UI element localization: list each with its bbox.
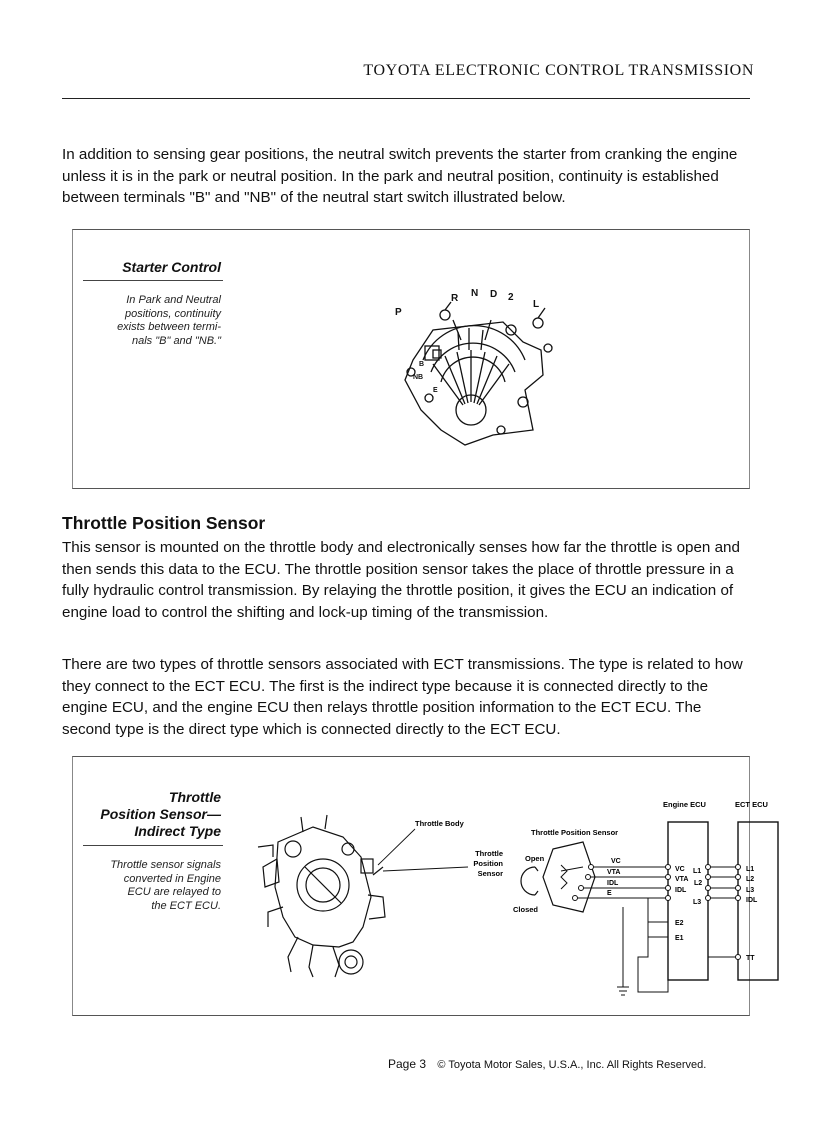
page-header-title: TOYOTA ELECTRONIC CONTROL TRANSMISSION bbox=[363, 62, 754, 79]
ect-term-l3: L3 bbox=[746, 887, 755, 894]
page-number: Page 3 bbox=[388, 1057, 427, 1071]
engine-ecu-box bbox=[668, 822, 708, 980]
engine-term-vta: VTA bbox=[675, 876, 689, 883]
sensor-term-vta: VTA bbox=[607, 869, 621, 876]
label-tps-line3: Sensor bbox=[477, 869, 503, 878]
ect-ecu-box bbox=[738, 822, 778, 980]
gear-label-p: P bbox=[395, 307, 402, 318]
header-rule bbox=[62, 98, 750, 99]
figure-caption: In Park and Neutral positions, continuity exists between termi- nals "B" and "NB." bbox=[117, 294, 221, 347]
gear-label-l: L bbox=[533, 299, 540, 310]
section-paragraph-1: This sensor is mounted on the throttle body and electronically senses how far the throttle is open and then sends this data to the ECU. The throttle position sensor takes the place of throttle pressure in a fully hydraulic control transmission. By relaying the throttle position, it gives the ECU an indication of engine load to control the shifting and lock-up timing of the transmission. bbox=[62, 539, 740, 621]
gear-label-n: N bbox=[471, 288, 479, 299]
engine-term-e2: E2 bbox=[675, 920, 684, 927]
engine-term-vc: VC bbox=[675, 866, 685, 873]
sensor-term-vc: VC bbox=[611, 858, 621, 865]
ect-term-tt: TT bbox=[746, 955, 755, 962]
figure-title: Throttle Position Sensor— Indirect Type bbox=[100, 789, 221, 839]
throttle-body-illustration bbox=[258, 815, 385, 977]
gear-label-r: R bbox=[451, 293, 459, 304]
label-ect-ecu: ECT ECU bbox=[735, 800, 768, 809]
throttle-sensor-indirect-figure bbox=[72, 756, 768, 1016]
terminal-label-nb: NB bbox=[413, 374, 424, 381]
terminal-label-b: B bbox=[419, 361, 425, 368]
engine-out-l1: L1 bbox=[693, 868, 702, 875]
throttle-circuit-diagram bbox=[243, 787, 768, 1017]
engine-out-l3: L3 bbox=[693, 899, 702, 906]
gear-label-d: D bbox=[490, 289, 498, 300]
figure-title-rule bbox=[83, 845, 223, 846]
intro-paragraph: In addition to sensing gear positions, the neutral switch prevents the starter from cranking the engine unless it is in the park or neutral position. In the park and neutral position, continuity is established between terminals "B" and "NB" of the neutral start switch illustrated below. bbox=[62, 146, 738, 206]
starter-control-figure bbox=[72, 229, 750, 489]
ect-term-l2: L2 bbox=[746, 876, 755, 883]
label-tps-line2: Position bbox=[473, 859, 503, 868]
sensor-term-idl: IDL bbox=[607, 880, 619, 887]
label-tps-header: Throttle Position Sensor bbox=[531, 828, 619, 837]
engine-term-e1: E1 bbox=[675, 935, 684, 942]
figure-title-rule bbox=[83, 280, 223, 281]
figure-title: Starter Control bbox=[122, 259, 221, 275]
terminal-label-e: E bbox=[433, 387, 438, 394]
section-paragraph-2: There are two types of throttle sensors associated with ECT transmissions. The type is related to how they connect to the ECT ECU. The first is the indirect type because it is connected directly to the engine ECU, and the engine ECU then relays throttle position information to the ECT ECU. The second type is the direct type which is connected directly to the ECT ECU. bbox=[62, 656, 743, 738]
ect-term-idl: IDL bbox=[746, 897, 758, 904]
gear-label-2: 2 bbox=[508, 292, 514, 303]
sensor-term-e: E bbox=[607, 890, 612, 897]
ect-term-l1: L1 bbox=[746, 866, 755, 873]
engine-out-l2: L2 bbox=[694, 880, 703, 887]
label-closed: Closed bbox=[513, 905, 539, 914]
neutral-start-switch-illustration bbox=[393, 280, 563, 450]
label-throttle-body: Throttle Body bbox=[415, 819, 464, 828]
section-heading: Throttle Position Sensor bbox=[62, 513, 266, 533]
page-footer bbox=[388, 1057, 706, 1071]
label-tps-line1: Throttle bbox=[475, 849, 503, 858]
label-engine-ecu: Engine ECU bbox=[663, 800, 706, 809]
label-open: Open bbox=[525, 854, 545, 863]
copyright-notice: © Toyota Motor Sales, U.S.A., Inc. All Rights Reserved. bbox=[437, 1059, 707, 1071]
figure-caption: Throttle sensor signals converted in Engine ECU are relayed to the ECT ECU. bbox=[110, 859, 221, 912]
engine-term-idl: IDL bbox=[675, 887, 687, 894]
